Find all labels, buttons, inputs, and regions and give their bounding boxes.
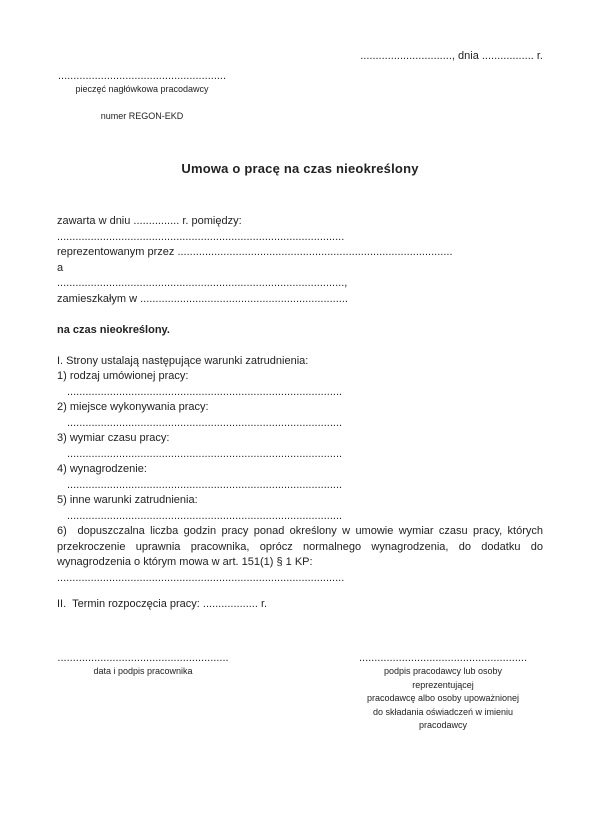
item3-fill-line: .......................................................................................... [67, 447, 343, 460]
item4-fill-line: .......................................................................................... [67, 478, 343, 491]
employer-signature-block [355, 652, 531, 733]
employee-signature-caption: data i podpis pracownika [93, 666, 193, 676]
item1-fill-line: .......................................................................................... [67, 385, 343, 398]
item6-clause: 6) dopuszczalna liczba godzin pracy ponad określony w umowie wymiar czasu pracy, których przekroczenie uprawnia pracownika, oprócz normalnego wynagrodzenia, do dodatku do wynagrodzenia o którym mowa w art. 151(1) § 1 KP: [57, 525, 547, 568]
employer-signature-caption-line2: pracodawcę albo osoby upoważnionej [366, 693, 520, 703]
stamp-dotted-line: ....................................................... [57, 70, 227, 82]
employee-name-fill-line: .............................................................................................., [57, 277, 348, 289]
item2-fill-line: .......................................................................................... [67, 416, 343, 429]
item4-label: 4) wynagrodzenie: [57, 463, 147, 475]
employer-signature-caption-line1: podpis pracodawcy lub osoby reprezentującej [383, 666, 503, 690]
employer-name-fill-line: .............................................................................................. [57, 230, 345, 243]
employee-signature-line: ........................................................ [57, 652, 229, 664]
represented-by-line: reprezentowanym przez .......................................................................................... [57, 246, 453, 258]
section1-heading: I. Strony ustalają następujące warunki zatrudnienia: [57, 354, 309, 367]
blank-line [57, 307, 543, 323]
residing-in-line: zamieszkałym w .................................................................... [57, 292, 348, 305]
item6-fill-line: .............................................................................................. [57, 571, 345, 584]
employer-signature-caption-line3: do składania oświadczeń w imieniu pracodawcy [372, 706, 514, 730]
item5-label: 5) inne warunki zatrudnienia: [57, 494, 198, 506]
regon-caption: numer REGON-EKD [100, 111, 184, 121]
item5-fill-line: .......................................................................................... [67, 509, 343, 522]
and-separator: a [57, 261, 64, 274]
item2-label: 2) miejsce wykonywania pracy: [57, 401, 209, 413]
document-title: Umowa o pracę na czas nieokreślony [181, 161, 419, 176]
place-date-line: .............................., dnia ................. r. [360, 50, 543, 62]
contract-body [57, 214, 547, 612]
employee-signature-block [57, 652, 229, 733]
stamp-caption: pieczęć nagłówkowa pracodawcy [75, 84, 209, 94]
signature-area [57, 652, 543, 733]
employer-signature-line: ....................................................... [358, 652, 528, 664]
blank-line [57, 338, 543, 354]
duration-clause: na czas nieokreślony. [57, 323, 170, 336]
conclusion-date-line: zawarta w dniu ............... r. pomiędzy: [57, 215, 242, 227]
employer-stamp-block [57, 70, 227, 123]
section2-start-date-line: II. Termin rozpoczęcia pracy: .................. r. [57, 597, 268, 610]
item3-label: 3) wymiar czasu pracy: [57, 432, 170, 444]
item1-label: 1) rodzaj umówionej pracy: [57, 370, 189, 382]
